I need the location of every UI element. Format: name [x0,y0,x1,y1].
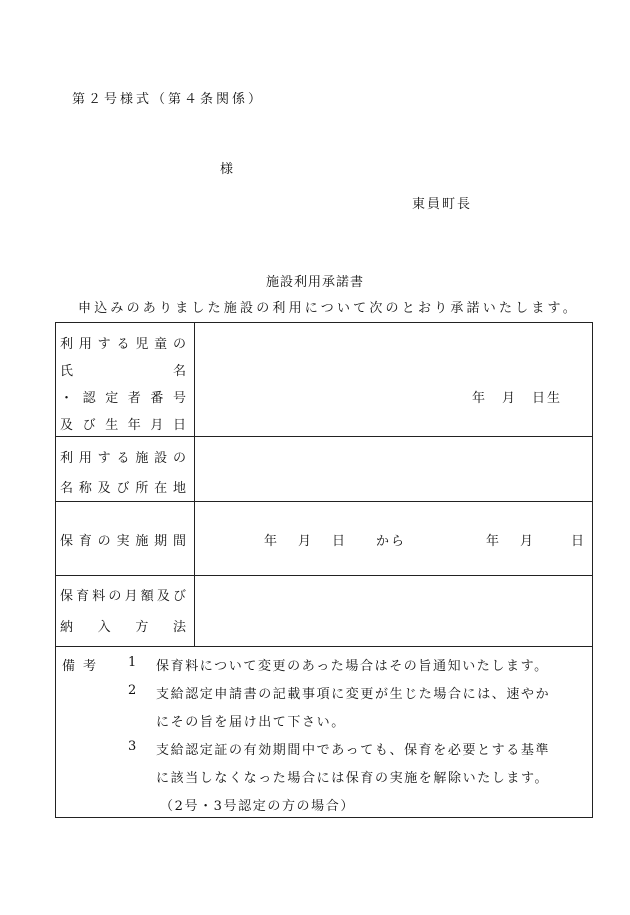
row-divider [56,575,592,576]
label-char: 育 [78,534,92,549]
label-char: 氏 [60,364,74,379]
label-char: 生 [105,418,119,433]
label-char: 実 [116,534,130,549]
label-char: 育 [76,589,90,604]
label-char: の [172,451,186,466]
label-char: 認 [82,391,96,406]
label-char: 施 [135,451,149,466]
label-char: す [97,337,111,352]
label-char: 額 [140,589,154,604]
label-char: の [97,534,111,549]
remark-number: 1 [128,655,137,670]
period-to-date: 年 月 日 [486,534,589,549]
label-line [60,387,186,406]
period-from-to-word: から [376,534,407,549]
label-char: 料 [92,589,106,604]
period-from-date: 年 月 日 [264,534,350,549]
approval-table [55,322,593,818]
label-char: 号 [172,391,186,406]
label-line [60,616,186,635]
label-line [60,360,186,379]
column-divider [194,323,195,646]
label-char: 月 [150,418,164,433]
label-char: 納 [60,620,74,635]
label-line [60,447,186,466]
label-char: 間 [172,534,186,549]
label-char: び [172,589,186,604]
label-char: 施 [135,534,149,549]
remarks-label: 備考 [62,659,105,674]
label-char: す [97,451,111,466]
label-char: 名 [60,481,74,496]
label-char: 地 [172,481,186,496]
label-char: 者 [127,391,141,406]
row-divider [56,646,592,647]
label-char: 保 [60,534,74,549]
remark-number: 2 [128,683,137,698]
label-char: 用 [78,337,92,352]
intro-text: 申込みのありました施設の利用について次のとおり承諾いたします。 [78,301,579,316]
remark-text: 保育料について変更のあった場合はその旨通知いたします。 [156,659,549,674]
row-divider [56,501,592,502]
label-char: び [116,481,130,496]
row-divider [56,436,592,437]
period-label [60,530,186,549]
label-char: る [116,451,130,466]
remark-text: にその旨を届け出て下さい。 [156,715,346,730]
label-char: 方 [135,620,149,635]
issuer-name: 東員町長 [412,197,473,212]
label-char: 児 [135,337,149,352]
remark-note: （2号・3号認定の方の場合） [160,799,355,814]
label-line [60,585,186,604]
label-char: ・ [60,391,74,406]
label-char: 日 [172,418,186,433]
label-char: 利 [60,451,74,466]
label-char: 及 [60,418,74,433]
remark-text: に該当しなくなった場合には保育の実施を解除いたします。 [156,771,550,786]
label-char: 期 [154,534,168,549]
label-char: 及 [97,481,111,496]
label-char: 設 [154,451,168,466]
label-char: 法 [172,620,186,635]
label-char: び [82,418,96,433]
label-char: る [116,337,130,352]
label-char: 童 [154,337,168,352]
remark-number: 3 [128,739,137,754]
label-char: 称 [78,481,92,496]
label-char: 保 [60,589,74,604]
label-char: 及 [156,589,170,604]
form-number: 第２号様式（第４条関係） [72,92,265,107]
label-line [60,333,186,352]
label-line [60,477,186,496]
recipient-honorific: 様 [220,162,234,177]
label-char: 定 [105,391,119,406]
label-char: 在 [154,481,168,496]
label-char: 入 [97,620,111,635]
label-char: 利 [60,337,74,352]
label-char: の [172,337,186,352]
label-line [60,414,186,433]
remark-text: 支給認定申請書の記載事項に変更が生じた場合には、速やか [156,687,551,702]
label-char: 名 [172,364,186,379]
label-char: 月 [124,589,138,604]
remark-text: 支給認定証の有効期間中であっても、保育を必要とする基準 [156,743,551,758]
label-char: 所 [135,481,149,496]
document-title: 施設利用承諾書 [265,275,364,290]
label-char: の [108,589,122,604]
birth-date-field: 年 月 日生 [472,391,563,406]
label-char: 番 [150,391,164,406]
label-char: 年 [127,418,141,433]
label-char: 用 [78,451,92,466]
